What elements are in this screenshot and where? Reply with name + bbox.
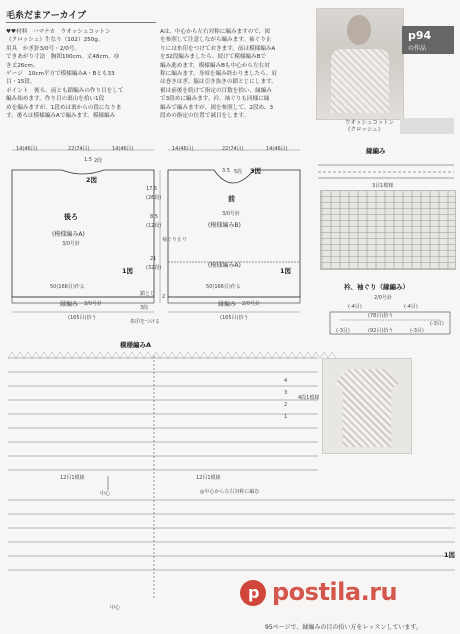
pattern-center-2: 中心 — [110, 605, 121, 611]
front-zu1: 1図 — [280, 267, 292, 275]
collar-title: 衿、袖ぐり（縁編み） — [344, 283, 409, 291]
pattern-center-1: 中心 — [100, 491, 111, 497]
sleeve-mark: 袖ぐり止り — [162, 237, 188, 243]
seam-label: 鎖とじ — [140, 291, 156, 297]
front-hem-needle: 2/0号針 — [242, 301, 261, 307]
thread-mark: 糸印をつける — [130, 319, 161, 325]
pattern-row-repeat: 4段1模様 — [298, 395, 320, 401]
side-upper: 8.5 — [150, 214, 158, 220]
collar-label-2: (-4目) — [404, 304, 418, 310]
edging-repeat: 3目1模様 — [372, 183, 394, 189]
side-lower: 21 — [150, 256, 157, 262]
front-width-right: 14(46目) — [266, 146, 288, 152]
front-neck-rows: 5段 — [234, 169, 243, 175]
page-caption: の作品 — [408, 45, 427, 52]
front-needle: 3/0号針 — [222, 211, 241, 217]
front-neck-depth: 3.5 — [222, 168, 230, 174]
back-hem — [12, 297, 154, 303]
materials-text: ♥♥材料 ハマナカ ウオッシュコットン 《クロッシェ》生なり（102）250g。 用具 かぎ針3/0号・2/0号。 できあがり寸法 胸囲100cm、丈48cm、ゆ き丈26cm。 ゲージ 10cm平方で模様編みA・Bとも33 目・15段。 ポイント 後ろ、前とも鎖編みの作り目をして 編み始めます。作り目の裏山を拾い1段 めを編みますが、1段めは裏からの段になりま す。後ろは模様編みAで編みます。模様編み — [6, 29, 124, 120]
back-pattern: (模様編みA) — [52, 231, 85, 238]
pattern-row-1: 1 — [284, 414, 288, 420]
collar-label-7: (-3目) — [430, 321, 444, 327]
back-hem-count: (165目)拾う — [68, 315, 97, 321]
front-width-center: 22(74目) — [222, 146, 244, 152]
pattern-a-title: 模様編みA — [120, 341, 152, 349]
yarn-label: ウオッシュコットン 《クロッシェ》 — [345, 120, 395, 133]
back-width-center: 22(74目) — [68, 146, 90, 152]
postila-logo-icon: p — [240, 580, 266, 606]
front-width-left: 14(46目) — [172, 146, 194, 152]
side-total-rows: (26段) — [146, 195, 162, 201]
back-neck-depth: 1.5 — [84, 157, 92, 163]
side-upper-rows: (12段) — [146, 223, 162, 229]
back-cast-on: 50(166目)作る — [50, 284, 85, 290]
front-pattern-b: (模様編みB) — [208, 222, 241, 229]
front-cast-on: 50(166目)作る — [206, 284, 241, 290]
back-hem-label: 縁編み — [60, 301, 79, 308]
pattern-row-3: 3 — [284, 390, 288, 396]
side-hem: 2 — [162, 294, 166, 300]
back-title: 後ろ — [64, 213, 78, 221]
back-width-left: 14(46目) — [16, 146, 38, 152]
back-neck-rows: 2段 — [94, 158, 103, 164]
front-title: 前 — [228, 195, 235, 203]
side-lower-rows: (32段) — [146, 265, 162, 271]
collar-label-6: (-3目) — [410, 328, 424, 334]
back-zu2: 2図 — [86, 176, 98, 184]
watermark-text: postila.ru — [272, 578, 398, 606]
back-zu1: 1図 — [122, 267, 134, 275]
front-pattern-a: (模様編みA) — [208, 262, 241, 269]
front-hem-label: 縁編み — [218, 301, 237, 308]
back-hem-needle: 2/0号針 — [84, 301, 103, 307]
front-zu3: 3図 — [250, 167, 262, 175]
collar-needle: 2/0号針 — [374, 295, 393, 301]
side-total: 17.5 — [146, 186, 158, 192]
page-number: p94 — [408, 29, 432, 42]
side-hem-rows: 3段 — [140, 305, 149, 311]
footer-note: 95ページで、縁編みの目の拾い方をレッスンしています。 — [265, 624, 422, 631]
back-needle: 3/0号針 — [62, 241, 81, 247]
pattern-row-4: 4 — [284, 378, 288, 384]
pattern-row-2: 2 — [284, 402, 288, 408]
pattern-note: ◎中心から左右対称に編む — [200, 489, 260, 495]
collar-label-3: (78目)拾う — [368, 313, 394, 319]
pattern-stitch-repeat-1: 12目1模様 — [60, 475, 85, 481]
front-hem-count: (165目)拾う — [220, 315, 249, 321]
collar-label-5: (-3目) — [336, 328, 350, 334]
back-width-right: 14(46目) — [112, 146, 134, 152]
sweater-photo — [322, 358, 412, 454]
page-title: 毛糸だまアーカイブ — [6, 11, 87, 21]
collar-label-1: (-4目) — [348, 304, 362, 310]
collar-label-4: (92目)拾う — [368, 328, 394, 334]
pattern-stitch-repeat-2: 12目1模様 — [196, 475, 221, 481]
front-piece-outline — [168, 170, 300, 297]
edging-title: 縁編み — [366, 147, 386, 155]
instructions-text: Aは、中心から左右対称に編みますので、図 を参照して注意しながら編みます。袖ぐり止 りには糸印をつけておきます。前は模様編みA を32段編みましたら、続けて模様編みBで 編み進めます。模様編みBも中心から左右対 称に編みます。身頃を編み終わりましたら、肩 は巻きはぎ、脇は引き抜きの鎖とじにします。 裾は前後を続けて指定の目数を拾い、縁編み で3段めに編みます。衿、袖ぐりも同様に縁 編みで編みますが、図を参照して、2段め、3 段めの指定の位置で減目をします。 — [160, 29, 278, 120]
stitch-swatch-photo — [320, 190, 456, 270]
pattern-zu1: 1図 — [444, 551, 456, 559]
